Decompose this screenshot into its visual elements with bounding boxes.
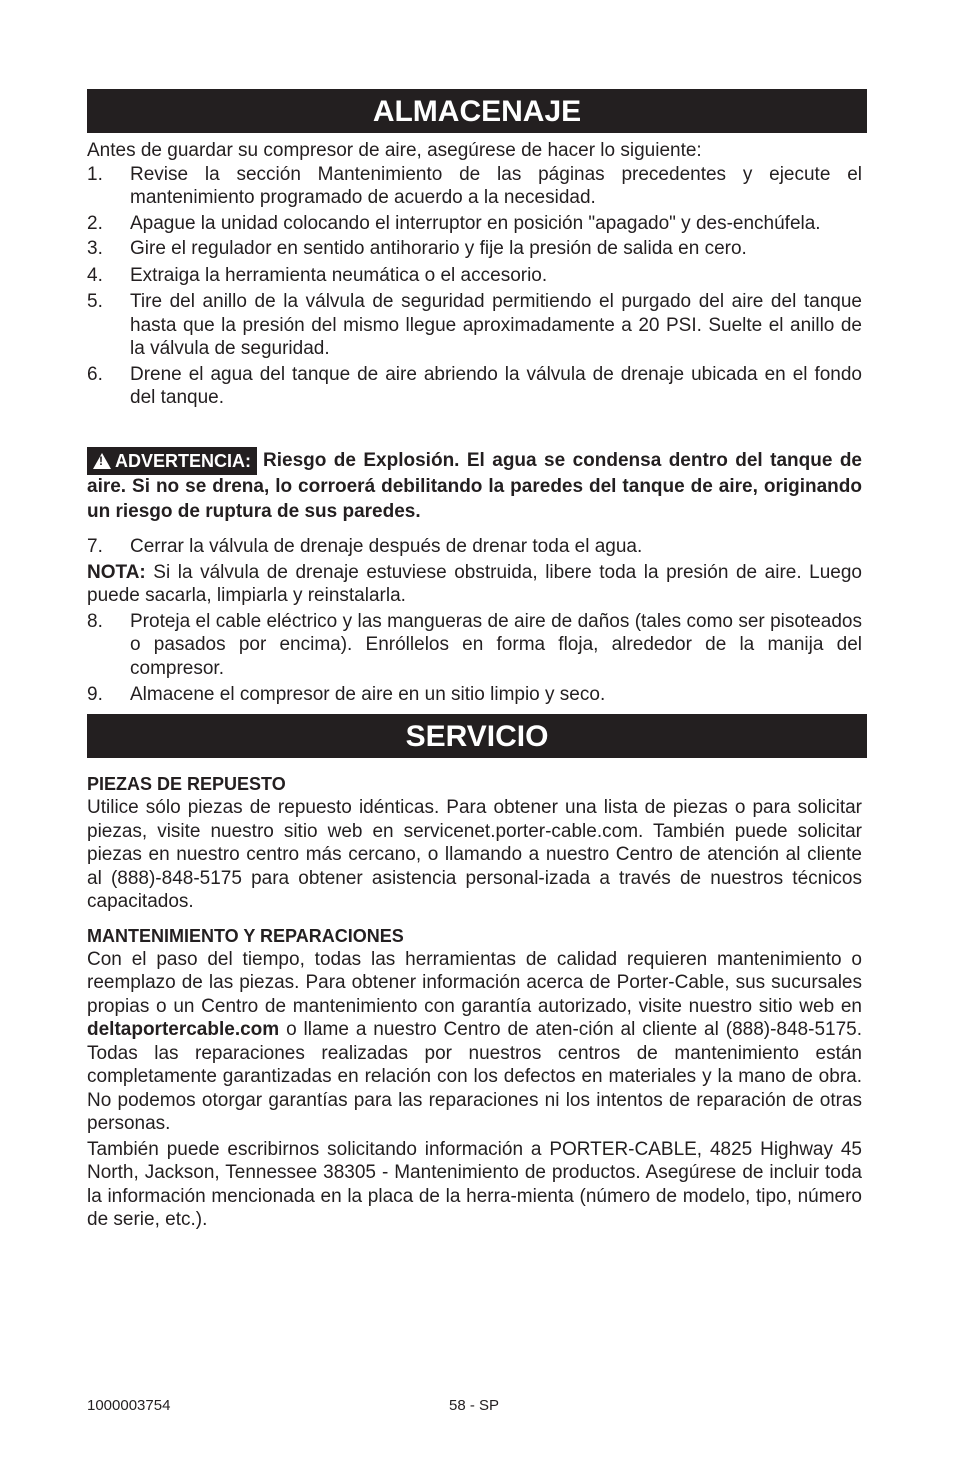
- storage-content-2: [87, 535, 862, 707]
- step-number: 1.: [87, 163, 103, 185]
- maintenance-text: [87, 948, 862, 1136]
- website-link[interactable]: deltaportercable.com: [87, 1019, 280, 1040]
- storage-intro: Antes de guardar su compresor de aire, asegúrese de hacer lo siguiente:: [87, 140, 702, 161]
- list-item: [87, 163, 862, 210]
- section-banner-almacenaje: ALMACENAJE: [87, 89, 867, 133]
- step-number: 4.: [87, 264, 103, 286]
- list-item: [87, 264, 862, 288]
- storage-content: [87, 139, 862, 410]
- warning-block: [87, 449, 862, 524]
- step-text: Cerrar la válvula de drenaje después de drenar toda el agua.: [130, 536, 643, 557]
- step-text: Proteja el cable eléctrico y las mangueras de aire de daños (tales como ser pisoteados o pasados por encima). Enróllelos en forma floja, alrededor de la manija del compresor.: [130, 610, 862, 679]
- step-text: Tire del anillo de la válvula de seguridad permitiendo el purgado del aire del tanque hasta que la presión del mismo llegue aproximadamente a 20 PSI. Suelte el anillo de la válvula de seguridad.: [130, 291, 862, 359]
- step-number: 5.: [87, 291, 103, 312]
- warning-label: ADVERTENCIA:: [115, 451, 252, 471]
- list-item: [87, 610, 862, 681]
- step-number: 6.: [87, 363, 103, 385]
- maintenance-heading: MANTENIMIENTO Y REPARACIONES: [87, 925, 404, 946]
- list-item: [87, 363, 862, 410]
- note-text: Si la válvula de drenaje estuviese obstruida, libere toda la presión de aire. Luego puede sacarla, limpiarla y reinstalarla.: [87, 561, 862, 606]
- step-number: 8.: [87, 610, 103, 632]
- step-number: 9.: [87, 684, 103, 705]
- warning-triangle-icon: [93, 453, 111, 469]
- step-text: Extraiga la herramienta neumática o el accesorio.: [130, 264, 548, 286]
- service-content: [87, 772, 862, 1232]
- maintenance-text-part-1: Con el paso del tiempo, todas las herramientas de calidad requieren mantenimiento o reemplazo de las piezas. Para obtener información acerca de Porter-Cable, sus sucursales propias o un Centro de mantenimiento con garantía autorizado, visite nuestro sitio web en: [87, 948, 862, 1017]
- step-text: Drene el agua del tanque de aire abriendo la válvula de drenaje ubicada en el fondo del tanque.: [130, 363, 862, 408]
- step-number: 7.: [87, 536, 103, 557]
- list-item: [87, 535, 862, 559]
- list-item: [87, 290, 862, 361]
- storage-steps: [87, 163, 862, 410]
- note-label: NOTA:: [87, 561, 146, 583]
- step-number: 3.: [87, 238, 103, 259]
- storage-steps-b: [87, 610, 862, 707]
- parts-text: Utilice sólo piezas de repuesto idénticas. Para obtener una lista de piezas o para solicitar piezas, visite nuestro sitio web en servicenet.porter-cable.com. También puede solicitar piezas en nuestro centro más cercano, o llamando a nuestro Centro de atención al cliente al (888)-848-5175 para obtener asistencia personal-izada a través de nuestros técnicos capacitados.: [87, 797, 862, 912]
- list-item: [87, 212, 862, 236]
- contact-text: También puede escribirnos solicitando información a PORTER-CABLE, 4825 Highway 45 North, Jackson, Tennessee 38305 - Mantenimiento de productos. Asegúrese de incluir toda la información mencionada en la placa de la herra-mienta (número de modelo, tipo, número de serie, etc.).: [87, 1138, 862, 1230]
- step-text: Gire el regulador en sentido antihorario y fije la presión de salida en cero.: [130, 238, 747, 259]
- section-banner-servicio: SERVICIO: [87, 714, 867, 758]
- note: [87, 561, 862, 608]
- warning-text: Riesgo de Explosión. El agua se condensa dentro del tanque de aire. Si no se drena, lo corroerá debilitando la paredes del tanque de aire, originando un riesgo de ruptura de sus paredes.: [87, 450, 862, 522]
- maintenance-text-part-2: o llame a nuestro Centro de aten-ción al cliente al (888)-848-5175. Todas las reparaciones realizadas por nuestros centros de mantenimiento están completamente garantizadas en relación con los defectos en materiales y la mano de obra. No podemos otorgar garantías para las reparaciones ni los intentos de reparación de otras personas.: [87, 1019, 862, 1134]
- step-text: Revise la sección Mantenimiento de las páginas precedentes y ejecute el mantenimiento programado de acuerdo a la necesidad.: [130, 163, 862, 208]
- list-item: [87, 683, 862, 707]
- list-item: [87, 237, 862, 261]
- page-number: 58 - SP: [449, 1397, 500, 1414]
- document-number: 1000003754: [87, 1397, 171, 1414]
- step-text: Almacene el compresor de aire en un sitio limpio y seco.: [130, 684, 606, 705]
- parts-heading: PIEZAS DE REPUESTO: [87, 774, 286, 794]
- step-number: 2.: [87, 212, 103, 234]
- step-text: Apague la unidad colocando el interruptor en posición "apagado" y des-enchúfela.: [130, 212, 821, 234]
- warning-badge: [87, 447, 257, 475]
